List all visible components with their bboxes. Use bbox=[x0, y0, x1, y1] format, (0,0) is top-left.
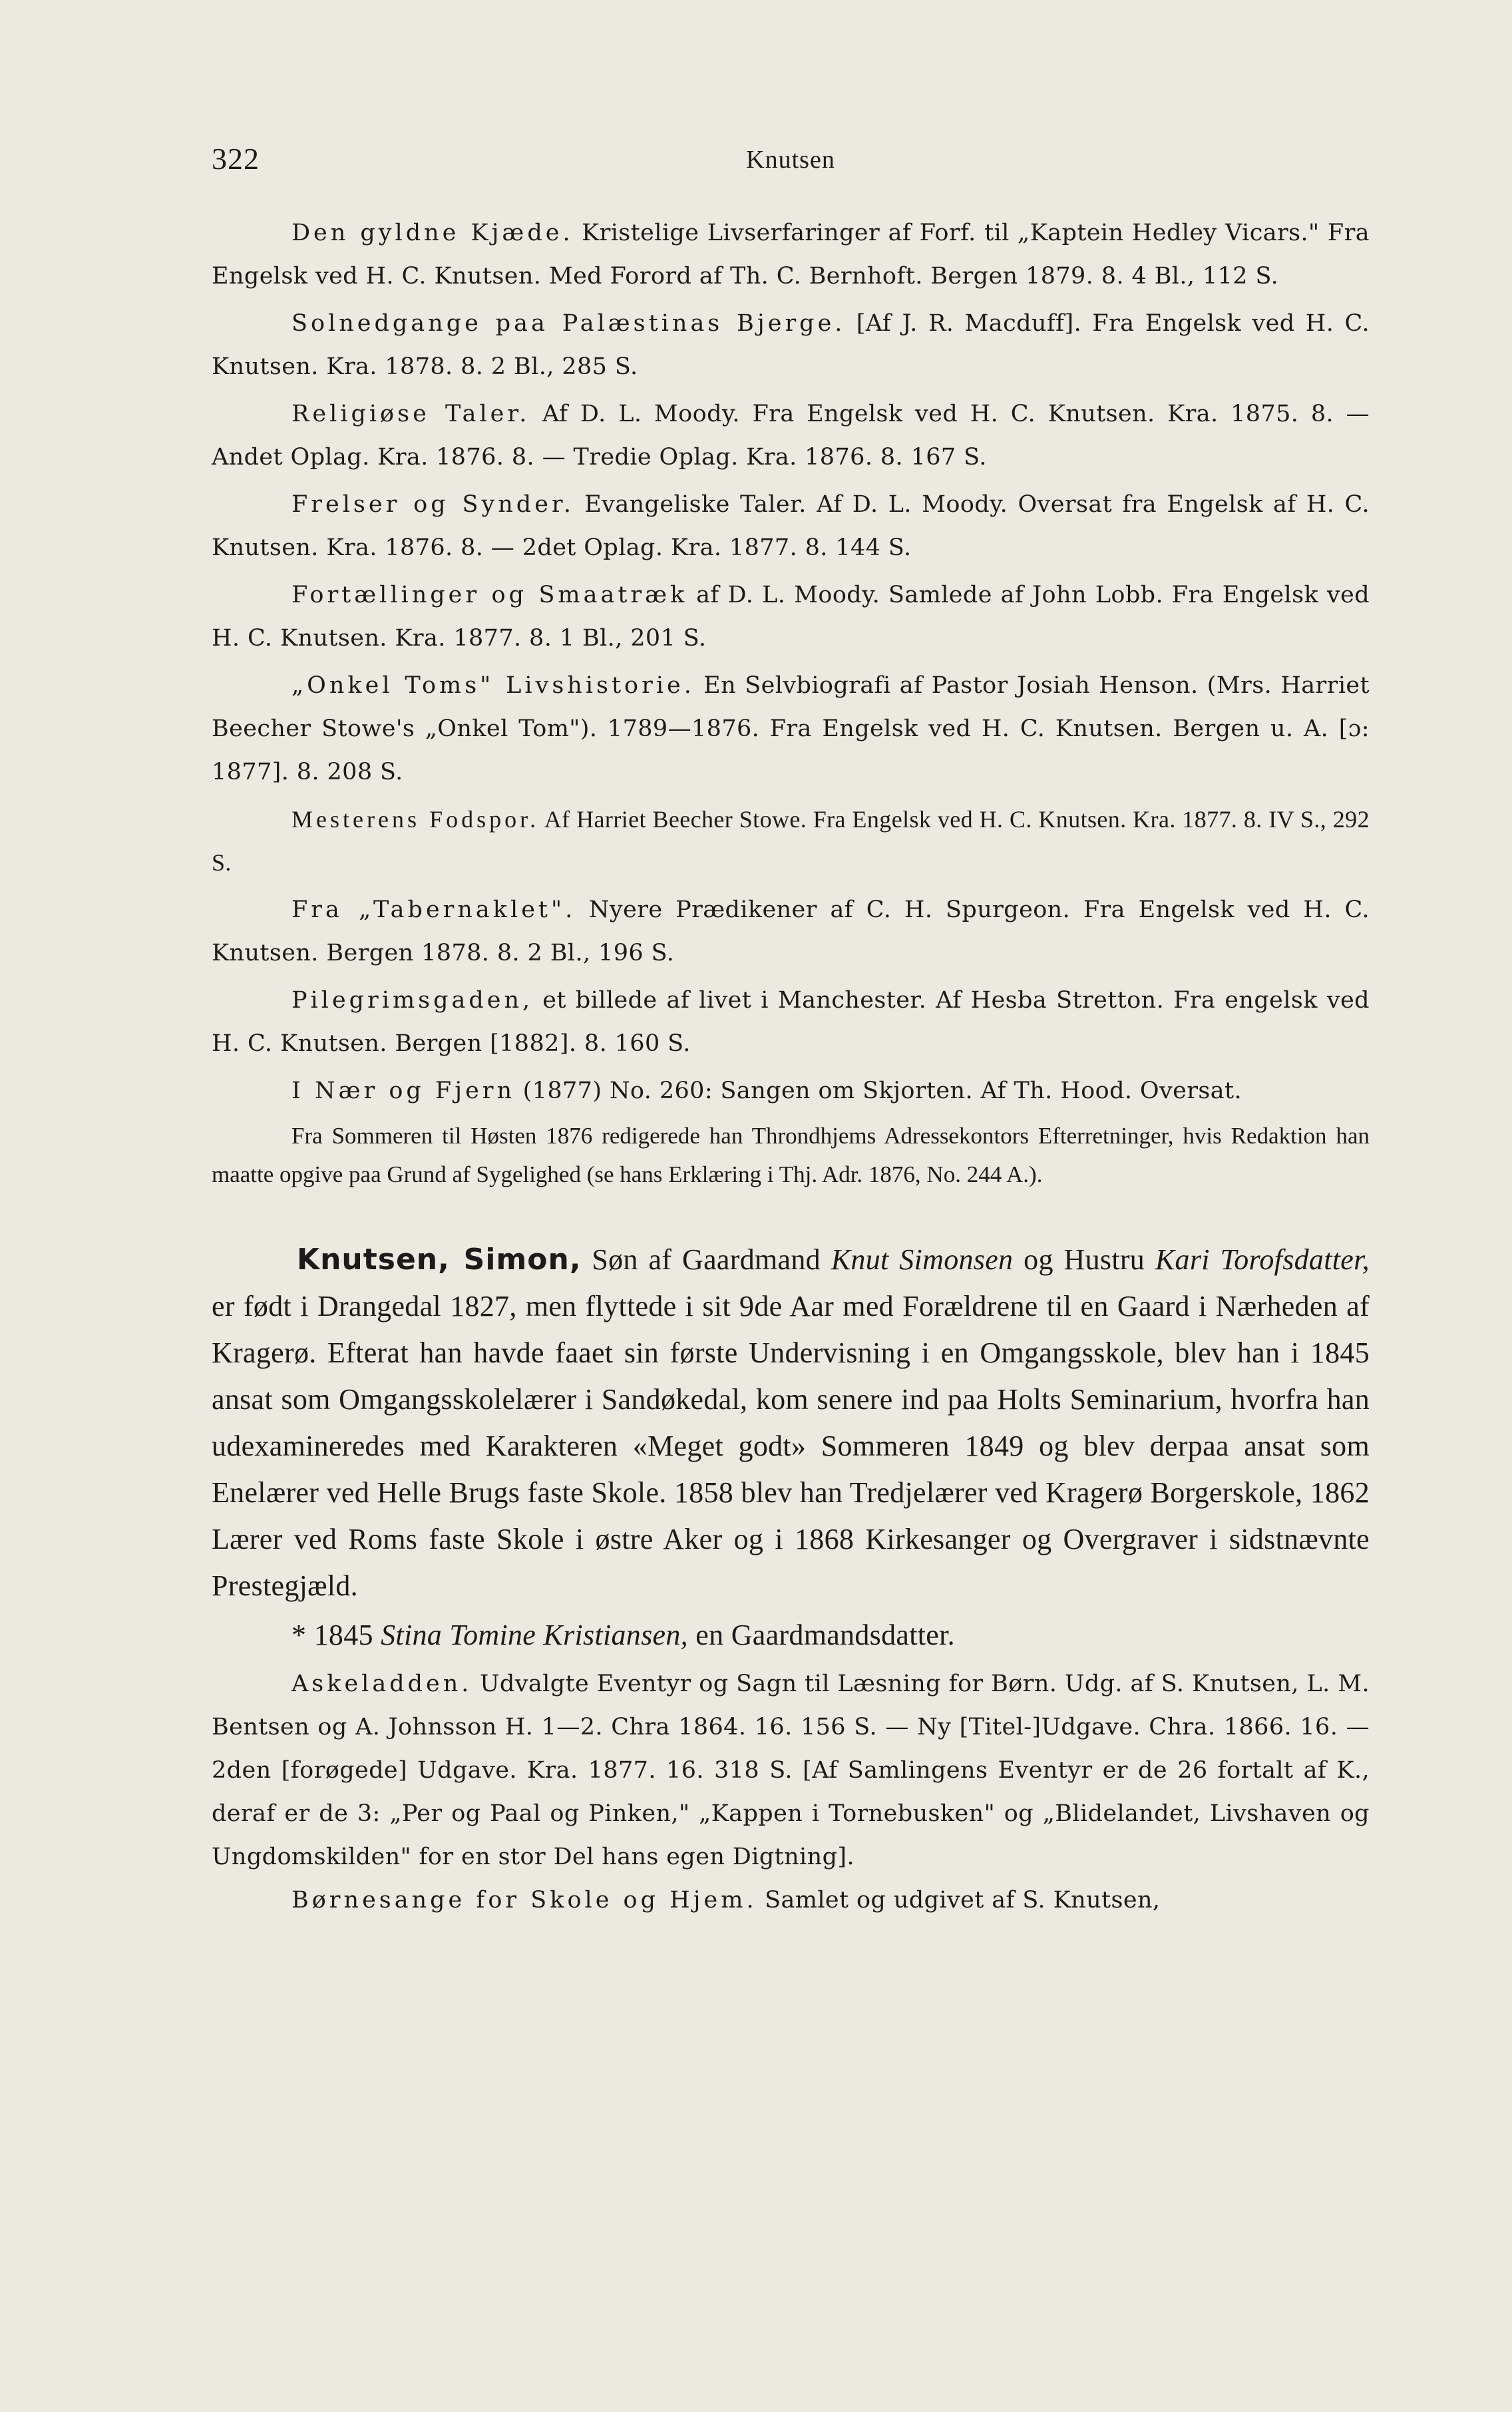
bibliography-entry bbox=[212, 574, 1370, 660]
entry-text: Samlet og udgivet af S. Knutsen, bbox=[765, 1887, 1161, 1913]
bibliography-entry bbox=[212, 889, 1370, 975]
mother-name: Kari Torofsdatter, bbox=[1155, 1243, 1370, 1276]
page-header bbox=[212, 141, 1370, 181]
bio-text: er født i Drangedal 1827, men flyttede i sit 9de Aar med Forældrene til en Gaard i Nærheden af Kragerø. Efterat han havde faaet sin første Undervisning i en Omgangsskole, blev han i 1845 ansat som Omgangsskolelærer i Sandøkedal, kom senere ind paa Holts Seminarium, hvorfra han udexamineredes med Karakteren «Meget godt» Sommeren 1849 og blev derpaa ansat som Enelærer ved Helle Brugs faste Skole. 1858 blev han Tredjelærer ved Kragerø Borgerskole, 1862 Lærer ved Roms faste Skole i østre Aker og i 1868 Kirkesanger og Overgraver i sidstnævnte Prestegjæld. bbox=[212, 1290, 1370, 1602]
bibliography-entry bbox=[212, 483, 1370, 570]
entry-title: Religiøse Taler. bbox=[291, 401, 530, 427]
entry-text: Kristelige Livserfaringer af Forf. til „Kaptein Hedley Vicars." Fra Engelsk ved H. C. Knutsen. Med Forord af Th. C. Bernhoft. Bergen 1879. 8. 4 Bl., 112 S. bbox=[212, 220, 1370, 290]
bibliography-entry bbox=[212, 1879, 1370, 1922]
biography-paragraph bbox=[212, 1237, 1370, 1609]
entry-text: af D. L. Moody. Samlede af John Lobb. Fra Engelsk ved H. C. Knutsen. Kra. 1877. 8. 1 Bl., 201 S. bbox=[212, 582, 1370, 652]
entry-text: Evangeliske Taler. Af D. L. Moody. Oversat fra Engelsk af H. C. Knutsen. Kra. 1876. 8. — 2det Oplag. Kra. 1877. 8. 144 S. bbox=[212, 491, 1370, 561]
bibliography-entry bbox=[212, 1070, 1370, 1113]
entry-title: Solnedgange paa Palæstinas Bjerge. bbox=[291, 310, 846, 337]
bibliography-top bbox=[212, 212, 1370, 1113]
entry-title: „Onkel Toms" Livshistorie. bbox=[291, 672, 695, 699]
entry-title: Fra „Tabernaklet". bbox=[291, 897, 576, 923]
entry-text: Udvalgte Eventyr og Sagn til Læsning for Børn. Udg. af S. Knutsen, L. M. Bentsen og A. Johnsson H. 1—2. Chra 1864. 16. 156 S. — Ny [Titel-]Udgave. Chra. 1866. 16. — 2den [forøgede] Udgave. Kra. 1877. 16. 318 S. [Af Samlingens Eventyr er de 26 fortalt af K., deraf er de 3: „Per og Paal og Pinken," „Kappen i Tornebusken" og „Blidelandet, Livshaven og Ungdomskilden" for en stor Del hans egen Digtning]. bbox=[212, 1671, 1370, 1870]
entry-title: Fortællinger og Smaatræk bbox=[291, 582, 688, 608]
page-body bbox=[212, 212, 1370, 1922]
marriage-line bbox=[212, 1612, 1370, 1659]
spouse-name: Stina Tomine Kristiansen, bbox=[381, 1619, 688, 1651]
entry-text: Nyere Prædikener af C. H. Spurgeon. Fra Engelsk ved H. C. Knutsen. Bergen 1878. 8. 2 Bl., 196 S. bbox=[212, 897, 1370, 966]
entry-text: [Af J. R. Macduff]. Fra Engelsk ved H. C. Knutsen. Kra. 1878. 8. 2 Bl., 285 S. bbox=[212, 310, 1370, 380]
marriage-prefix: * 1845 bbox=[291, 1619, 373, 1651]
entry-text: En Selvbiografi af Pastor Josiah Henson. (Mrs. Harriet Beecher Stowe's „Onkel Tom"). 1789—1876. Fra Engelsk ved H. C. Knutsen. Bergen u. A. [ɔ: 1877]. 8. 208 S. bbox=[212, 672, 1370, 785]
person-name: Knutsen, Simon, bbox=[297, 1243, 582, 1277]
marriage-suffix: en Gaardmandsdatter. bbox=[695, 1619, 955, 1651]
biography bbox=[212, 1237, 1370, 1659]
entry-title: Askeladden. bbox=[291, 1671, 472, 1697]
bibliography-entry bbox=[212, 393, 1370, 479]
running-head: Knutsen bbox=[746, 146, 835, 174]
bio-text: Søn af Gaardmand bbox=[592, 1243, 821, 1276]
bibliography-entry bbox=[212, 798, 1370, 885]
entry-text: et billede af livet i Manchester. Af Hesba Stretton. Fra engelsk ved H. C. Knutsen. Bergen [1882]. 8. 160 S. bbox=[212, 987, 1370, 1057]
entry-text: Af Harriet Beecher Stowe. Fra Engelsk ved H. C. Knutsen. Kra. 1877. 8. IV S., 292 S. bbox=[212, 806, 1370, 876]
bibliography-entry bbox=[212, 1663, 1370, 1879]
editorial-note: Fra Sommeren til Høsten 1876 redigerede han Throndhjems Adressekontors Efterretninger, hvis Redaktion han maatte opgive paa Grund af Sygelighed (se hans Erklæring i Thj. Adr. 1876, No. 244 A.). bbox=[212, 1123, 1370, 1187]
entry-title: Frelser og Synder. bbox=[291, 491, 574, 518]
entry-title: Den gyldne Kjæde. bbox=[291, 220, 574, 246]
page-number: 322 bbox=[212, 142, 260, 176]
entry-text: (1877) No. 260: Sangen om Skjorten. Af Th. Hood. Oversat. bbox=[522, 1078, 1242, 1104]
entry-text: Af D. L. Moody. Fra Engelsk ved H. C. Knutsen. Kra. 1875. 8. — Andet Oplag. Kra. 1876. 8. — Tredie Oplag. Kra. 1876. 8. 167 S. bbox=[212, 401, 1370, 471]
entry-title: Pilegrimsgaden, bbox=[291, 987, 534, 1014]
entry-title: Mesterens Fodspor. bbox=[291, 806, 540, 833]
entry-title: I Nær og Fjern bbox=[291, 1078, 516, 1104]
entry-title: Børnesange for Skole og Hjem. bbox=[291, 1887, 757, 1913]
bibliography-bottom bbox=[212, 1663, 1370, 1922]
bibliography-entry bbox=[212, 302, 1370, 389]
bibliography-entry bbox=[212, 664, 1370, 794]
bibliography-entry bbox=[212, 979, 1370, 1066]
father-name: Knut Simonsen bbox=[831, 1243, 1014, 1276]
bio-text: og Hustru bbox=[1024, 1243, 1145, 1276]
bibliography-entry bbox=[212, 212, 1370, 298]
